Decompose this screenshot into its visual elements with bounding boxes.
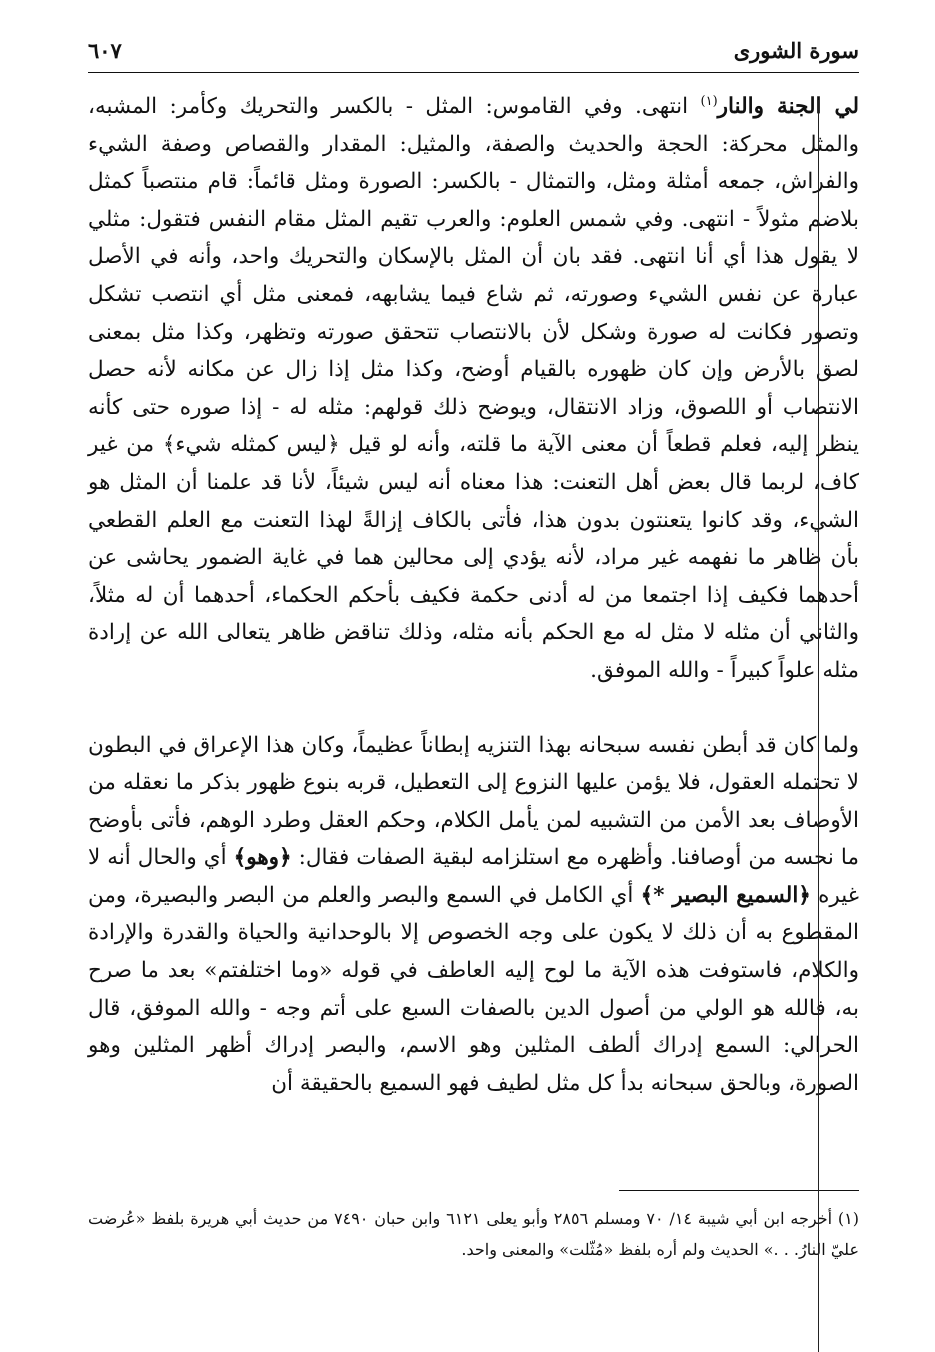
footnote-number: (١) bbox=[837, 1209, 859, 1228]
paragraph-1-text: انتهى. وفي القاموس: المثل - بالكسر والتحريك وكأمر: المشبه، والمثل محركة: الحجة والحديث والصفة، والمثيل: المقدار والقصاص وصفة الشيء والفراش، جمعه أمثلة ومثل، والتمثال - بالكسر: الصورة ومثل قائماً: قام منتصباً كمثل بلاضم مثولاً - انتهى. وفي شمس العلوم: والعرب تقيم المثل مقام النفس فتقول: مثلي لا يقول هذا أي أنا انتهى. فقد بان أن المثل بالإسكان والتحريك واحد، وأنه في الأصل عبارة عن نفس الشيء وصورته، ثم شاع فيما يشابهه، فمعنى مثل أي انتصب تشكل وتصور فكانت له صورة وشكل لأن بالانتصاب تتحقق صورته وتظهر، وكذا مثل بمعنى لصق بالأرض وإن كان ظهوره بالقيام أوضح، وكذا مثل إذا زال عن مكانه لأنه حصل الانتصاب أو اللصوق، وزاد الانتقال، ويوضح ذلك قولهم: مثله له - إذا صوره حتى كأنه ينظر إليه، فعلم قطعاً أن معنى الآية ما قلته، وأنه لو قيل ﴿ليس كمثله شيء﴾ من غير كاف، لربما قال بعض أهل التعنت: هذا معناه أنه ليس شيئاً، لأنا قد علمنا أن المثل هو الشيء، وقد كانوا يتعنتون بدون هذا، فأتى بالكاف إزالةً لهذا التعنت مع العلم القطعي بأن ظاهر ما نفهمه غير مراد، لأنه يؤدي إلى محالين هما في غاية الضمور يحاشى عن أحدهما فكيف إذا اجتمعا من له أدنى حكمة فكيف بأحكم الحكماء، أحدهما أن له مثلاً، والثاني أن مثله لا مثل له مع الحكم بأنه مثله، وذلك تناقض ظاهر يتعالى الله عن إرادة مثله علواً كبيراً - والله الموفق. bbox=[88, 94, 859, 683]
paragraph-2-text-c: أي الكامل في السمع والبصر والعلم من البصر والبصيرة، ومن المقطوع به أن ذلك لا يكون على وجه الخصوص إلا بالوحدانية والحياة والقدرة والإرادة والكلام، فاستوفت هذه الآية ما لوح إليه العاطف في قوله «وما اختلفتم» بعد ما صرح به، فالله هو الولي من أصول الدين بالصفات السبع على أتم وجه - والله الموفق، قال الحرالي: السمع إدراك ألطف المثلين وهو الاسم، والبصر إدراك أظهر المثلين وهو الصورة، وبالحق سبحانه بدأ كل مثل لطيف فهو السميع بالحقيقة أن bbox=[88, 882, 859, 1096]
paragraph-2-text-b: أي والحال أنه لا غيره bbox=[88, 845, 859, 908]
paragraph-2-text-a: ولما كان قد أبطن نفسه سبحانه بهذا التنزيه إبطاناً عظيماً، وكان هذا الإعراق في البطون لا تحتمله العقول، فلا يؤمن عليها النزوع إلى التعطيل، قربه بنوع ظهور بذكر ما نعقله من الأوصاف بعد الأمن من التشبيه لمن يأمل الكلام، وحكم العقل وطرد الوهم، فأتى بأوضح ما نحسه من أوصافنا. وأظهره مع استلزامه لبقية الصفات فقال: bbox=[88, 732, 859, 871]
scan-artifact-line bbox=[818, 100, 819, 1352]
footnote-item bbox=[88, 1203, 859, 1265]
page-number: ٦٠٧ bbox=[88, 37, 122, 63]
footnote-divider bbox=[619, 1190, 859, 1191]
main-text bbox=[88, 88, 859, 1102]
footnotes bbox=[88, 1203, 859, 1265]
paragraph-2 bbox=[88, 727, 859, 1103]
quran-quote-wahuwa: ﴿وهو﴾ bbox=[233, 845, 292, 871]
surah-title: سورة الشورى bbox=[733, 37, 859, 63]
quran-quote-samee-baseer: ﴿السميع البصير *﴾ bbox=[640, 882, 811, 908]
lead-bold-phrase: لي الجنة والنار bbox=[717, 94, 860, 119]
paragraph-1 bbox=[88, 88, 859, 690]
footnote-text: أخرجه ابن أبي شيبة ١٤/ ٧٠ ومسلم ٢٨٥٦ وأبو يعلى ٦١٢١ وابن حبان ٧٤٩٠ من حديث أبي هريرة بلفظ «عُرضت عليّ النارُ. . .» الحديث ولم أره بلفظ «مُثّلت» والمعنى واحد. bbox=[88, 1209, 859, 1259]
footnote-reference[interactable]: (١) bbox=[700, 93, 718, 109]
page-header bbox=[88, 28, 859, 73]
